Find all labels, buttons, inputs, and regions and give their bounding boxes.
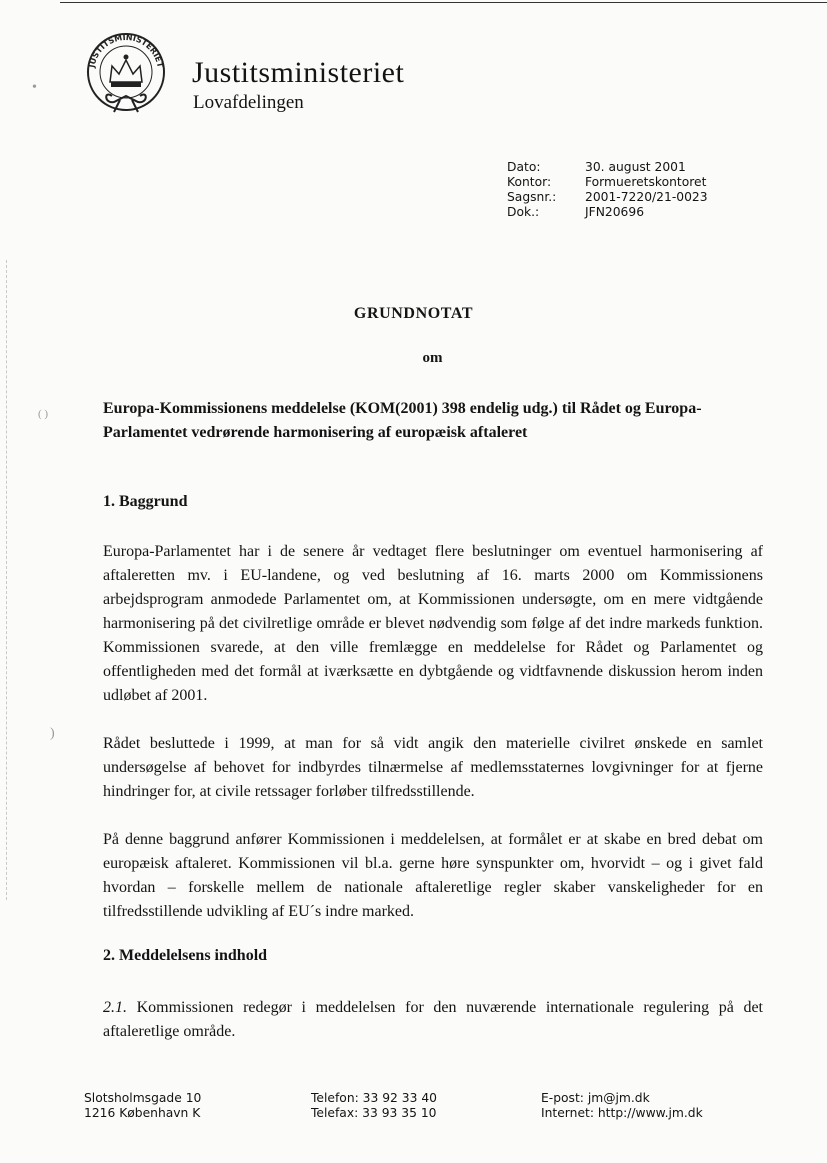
scan-speck: • <box>32 80 37 95</box>
footer-web-block <box>541 1091 703 1121</box>
paragraph: På denne baggrund anfører Kommissionen i meddelelsen, at formålet er at skabe en bred debat om europæisk aftaleret. Kommissionen vil bl.a. gerne høre synspunkter om, hvorvidt – og i givet fald hvordan – forskelle mellem de nationale aftaleretlige regler skaber vanskeligheder for en tilfredsstillende udvikling af EU´s indre marked. <box>103 831 763 920</box>
footer-city: 1216 København K <box>84 1106 201 1120</box>
section-heading-content: 2. Meddelelsens indhold <box>103 947 268 964</box>
paragraph: Europa-Parlamentet har i de senere år vedtaget flere beslutninger om eventuel harmonisering af aftaleretten mv. i EU-landene, og ved beslutning af 16. marts 2000 om Kommissionens arbejdsprogram anmodede Parlamentet om, at Kommissionen undersøgte, om en mere vidtgående harmonisering på det civilretlige område er blevet nødvendig som følge af det indre markeds funktion. Kommissionen svarede, at den ville fremlægge en meddelelse for Rådet og Parlamentet og offentligheden med det formål at iværksætte en dybtgående og vidtfavnende diskussion herom inden udløbet af 2001. <box>103 543 763 704</box>
document-metadata <box>507 160 708 220</box>
meta-row-date <box>507 160 708 175</box>
svg-text:JUSTITSMINISTERIET: JUSTITSMINISTERIET <box>87 32 165 69</box>
footer-fax: Telefax: 33 93 35 10 <box>311 1106 437 1120</box>
scan-speck: ( ) <box>38 408 49 420</box>
meta-value: JFN20696 <box>585 205 645 219</box>
meta-row-case-number <box>507 190 708 205</box>
top-scan-edge <box>60 2 827 3</box>
footer-phone: Telefon: 33 92 33 40 <box>311 1091 437 1105</box>
subsection-text: Kommissionen redegør i meddelelsen for den nuværende internationale regulering på det aftaleretlige område. <box>103 999 764 1040</box>
section-heading-background: 1. Baggrund <box>103 493 188 510</box>
meta-row-office <box>507 175 708 190</box>
meta-value: Formueretskontoret <box>585 175 707 189</box>
footer-street: Slotsholmsgade 10 <box>84 1091 202 1105</box>
paragraph <box>103 996 763 1044</box>
meta-label: Dok.: <box>507 205 540 219</box>
meta-label: Kontor: <box>507 175 552 189</box>
meta-value: 30. august 2001 <box>585 160 686 174</box>
footer-internet: Internet: http://www.jm.dk <box>541 1106 703 1120</box>
paragraph: Rådet besluttede i 1999, at man for så vidt angik den materielle civilret ønskede en samlet undersøgelse af behovet for indbyrdes tilnærmelse af medlemsstaternes lovgivninger for at fjerne hindringer for, at civile retssager forløber tilfredsstillende. <box>103 735 763 800</box>
footer-email: E-post: jm@jm.dk <box>541 1091 650 1105</box>
document-title-om: om <box>422 350 443 366</box>
subsection-number: 2.1. <box>103 999 127 1016</box>
ministry-crest-icon <box>84 30 168 118</box>
ministry-name: Justitsministeriet <box>192 56 405 89</box>
document-title: GRUNDNOTAT <box>353 305 474 322</box>
footer-phone-block <box>311 1091 437 1121</box>
department-name: Lovafdelingen <box>193 92 304 113</box>
meta-row-doc <box>507 205 708 220</box>
footer-address <box>84 1091 201 1121</box>
document-subject: Europa-Kommissionens meddelelse (KOM(2001) 398 endelig udg.) til Rådet og Europa-Parlamentet vedrørende harmonisering af europæisk aftaleret <box>103 400 702 441</box>
scan-speck: ) <box>50 726 55 741</box>
meta-label: Dato: <box>507 160 541 174</box>
meta-label: Sagsnr.: <box>507 190 557 204</box>
meta-value: 2001-7220/21-0023 <box>585 190 708 204</box>
